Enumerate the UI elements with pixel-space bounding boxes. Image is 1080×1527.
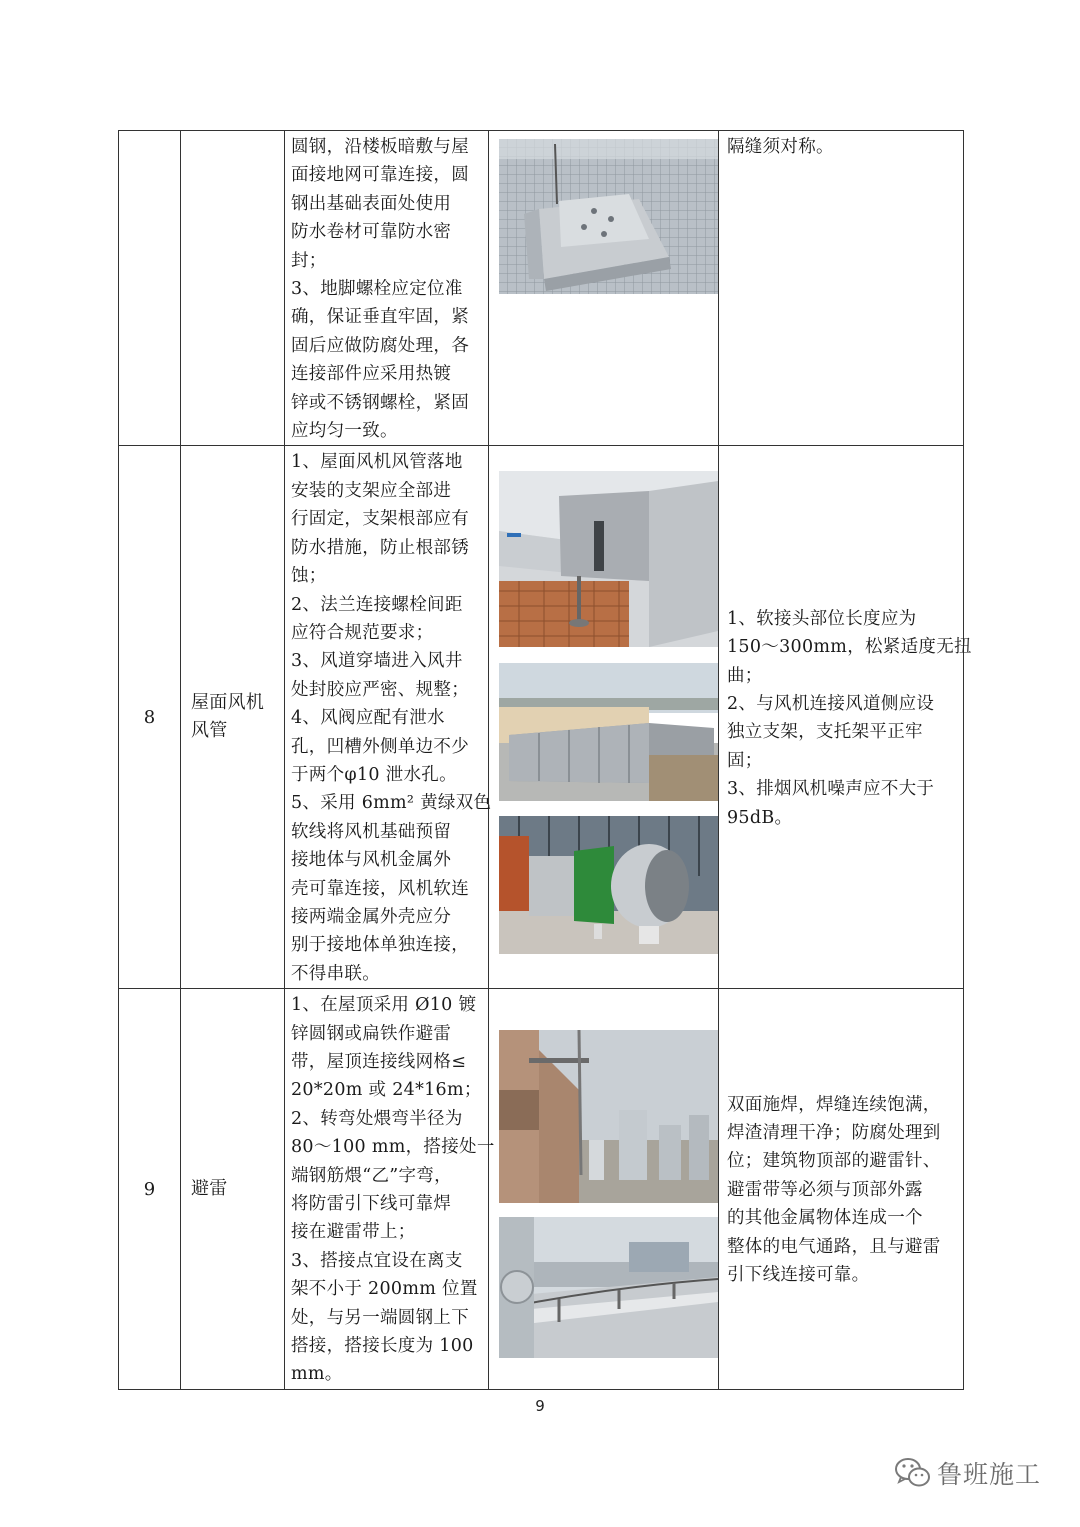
text-line: 孔，凹槽外侧单边不少 — [291, 736, 469, 757]
photo-cell — [489, 446, 719, 989]
text-line: 确，保证垂直牢固，紧 — [291, 307, 469, 328]
item-name — [181, 131, 285, 446]
text-line: 150～300mm，松紧适度无扭 — [727, 637, 972, 658]
text-line: 屋面风机 — [191, 692, 265, 714]
rooftop-duct-photo — [499, 663, 718, 801]
text-line: 的其他金属物体连成一个 — [727, 1208, 923, 1229]
requirements-cell — [285, 989, 495, 1390]
text-line: 安装的支架应全部进 — [291, 480, 452, 501]
table-row — [119, 989, 964, 1390]
text-line: mm。 — [291, 1364, 343, 1385]
text-line: 蚀； — [291, 566, 327, 587]
text-line: 风管 — [191, 720, 228, 742]
notes-cell — [719, 446, 972, 989]
text-line: 防水措施，防止根部锈 — [291, 537, 469, 558]
text-line: 架不小于 200mm 位置 — [291, 1279, 478, 1300]
text-line: 壳可靠连接，风机软连 — [291, 878, 469, 899]
lightning-rod-photo — [499, 1030, 718, 1203]
text-line: 搭接，搭接长度为 100 — [291, 1336, 474, 1357]
text-line: 接在避雷带上； — [291, 1222, 416, 1243]
text-line: 固； — [727, 750, 763, 771]
text-line: 避雷 — [191, 1178, 228, 1200]
table-row — [119, 131, 964, 446]
text-line: 95dB。 — [727, 807, 793, 828]
text-line: 封； — [291, 250, 327, 271]
text-line: 3、排烟风机噪声应不大于 — [727, 779, 935, 800]
text-line: 处，与另一端圆钢上下 — [291, 1307, 469, 1328]
text-line: 固后应做防腐处理，各 — [291, 335, 469, 356]
row-number: 8 — [119, 446, 181, 989]
text-line: 接地体与风机金属外 — [291, 850, 452, 871]
text-line: 焊渣清理干净；防腐处理到 — [727, 1123, 941, 1144]
row-number — [119, 131, 181, 446]
text-line: 80～100 mm，搭接处一 — [291, 1137, 495, 1158]
notes-cell — [719, 131, 964, 446]
text-line: 避雷带等必须与顶部外露 — [727, 1179, 923, 1200]
text-line: 2、转弯处煨弯半径为 — [291, 1108, 463, 1129]
text-line: 4、风阀应配有泄水 — [291, 708, 445, 729]
photo-cell — [489, 989, 719, 1390]
text-line: 曲； — [727, 665, 763, 686]
page-number: 9 — [535, 1397, 545, 1415]
text-line: 1、在屋顶采用 Ø10 镀 — [291, 995, 477, 1016]
text-line: 于两个φ10 泄水孔。 — [291, 764, 457, 785]
construction-standards-table — [118, 130, 972, 1390]
text-line: 钢出基础表面处使用 — [291, 193, 452, 214]
text-line: 1、屋面风机风管落地 — [291, 452, 463, 473]
text-line: 引下线连接可靠。 — [727, 1265, 870, 1286]
text-line: 不得串联。 — [291, 963, 380, 984]
text-line: 圆钢，沿楼板暗敷与屋 — [291, 137, 469, 157]
text-line: 1、软接头部位长度应为 — [727, 608, 917, 629]
text-line: 行固定，支架根部应有 — [291, 509, 469, 530]
text-line: 应均匀一致。 — [291, 421, 398, 442]
green-fan-photo — [499, 816, 718, 954]
text-line: 防水卷材可靠防水密 — [291, 222, 452, 243]
text-line: 面接地网可靠连接，圆 — [291, 165, 469, 186]
text-line: 软线将风机基础预留 — [291, 821, 452, 842]
text-line: 20*20m 或 24*16m； — [291, 1080, 482, 1101]
item-name — [181, 989, 285, 1390]
text-line: 端钢筋煨“乙”字弯， — [291, 1165, 452, 1186]
notes-cell — [719, 989, 964, 1390]
requirements-cell — [285, 131, 489, 446]
text-line: 独立支架，支托架平正牢 — [727, 722, 923, 743]
item-name — [181, 446, 285, 989]
text-line: 3、地脚螺栓应定位准 — [291, 279, 463, 300]
text-line: 3、风道穿墙进入风井 — [291, 651, 463, 672]
photo-cell — [489, 131, 719, 446]
text-line: 将防雷引下线可靠焊 — [291, 1194, 452, 1215]
watermark — [893, 1453, 1041, 1493]
text-line: 应符合规范要求； — [291, 622, 434, 643]
text-line: 接两端金属外壳应分 — [291, 906, 452, 927]
text-line: 处封胶应严密、规整； — [291, 679, 469, 700]
text-line: 2、与风机连接风道侧应设 — [727, 693, 935, 714]
text-line: 连接部件应采用热镀 — [291, 364, 452, 385]
roof-foundation-photo — [499, 139, 718, 294]
text-line: 带，屋顶连接线网格≤ — [291, 1052, 467, 1072]
text-line: 锌圆钢或扁铁作避雷 — [291, 1023, 452, 1044]
text-line: 整体的电气通路，且与避雷 — [727, 1236, 941, 1257]
text-line: 2、法兰连接螺栓间距 — [291, 594, 463, 615]
table-row — [119, 446, 964, 989]
text-line: 3、搭接点宜设在离支 — [291, 1250, 463, 1271]
text-line: 锌或不锈钢螺栓，紧固 — [291, 392, 469, 413]
wechat-icon — [893, 1455, 933, 1491]
requirements-cell — [285, 446, 492, 989]
lightning-belt-photo — [499, 1217, 718, 1358]
watermark-text: 鲁班施工 — [937, 1460, 1042, 1489]
text-line: 隔缝须对称。 — [727, 137, 834, 157]
duct-support-photo — [499, 471, 718, 647]
text-line: 5、采用 6mm² 黄绿双色 — [291, 793, 492, 814]
text-line: 双面施焊，焊缝连续饱满， — [727, 1094, 941, 1115]
text-line: 位；建筑物顶部的避雷针、 — [727, 1151, 941, 1172]
row-number: 9 — [119, 989, 181, 1390]
text-line: 别于接地体单独连接， — [291, 935, 469, 956]
